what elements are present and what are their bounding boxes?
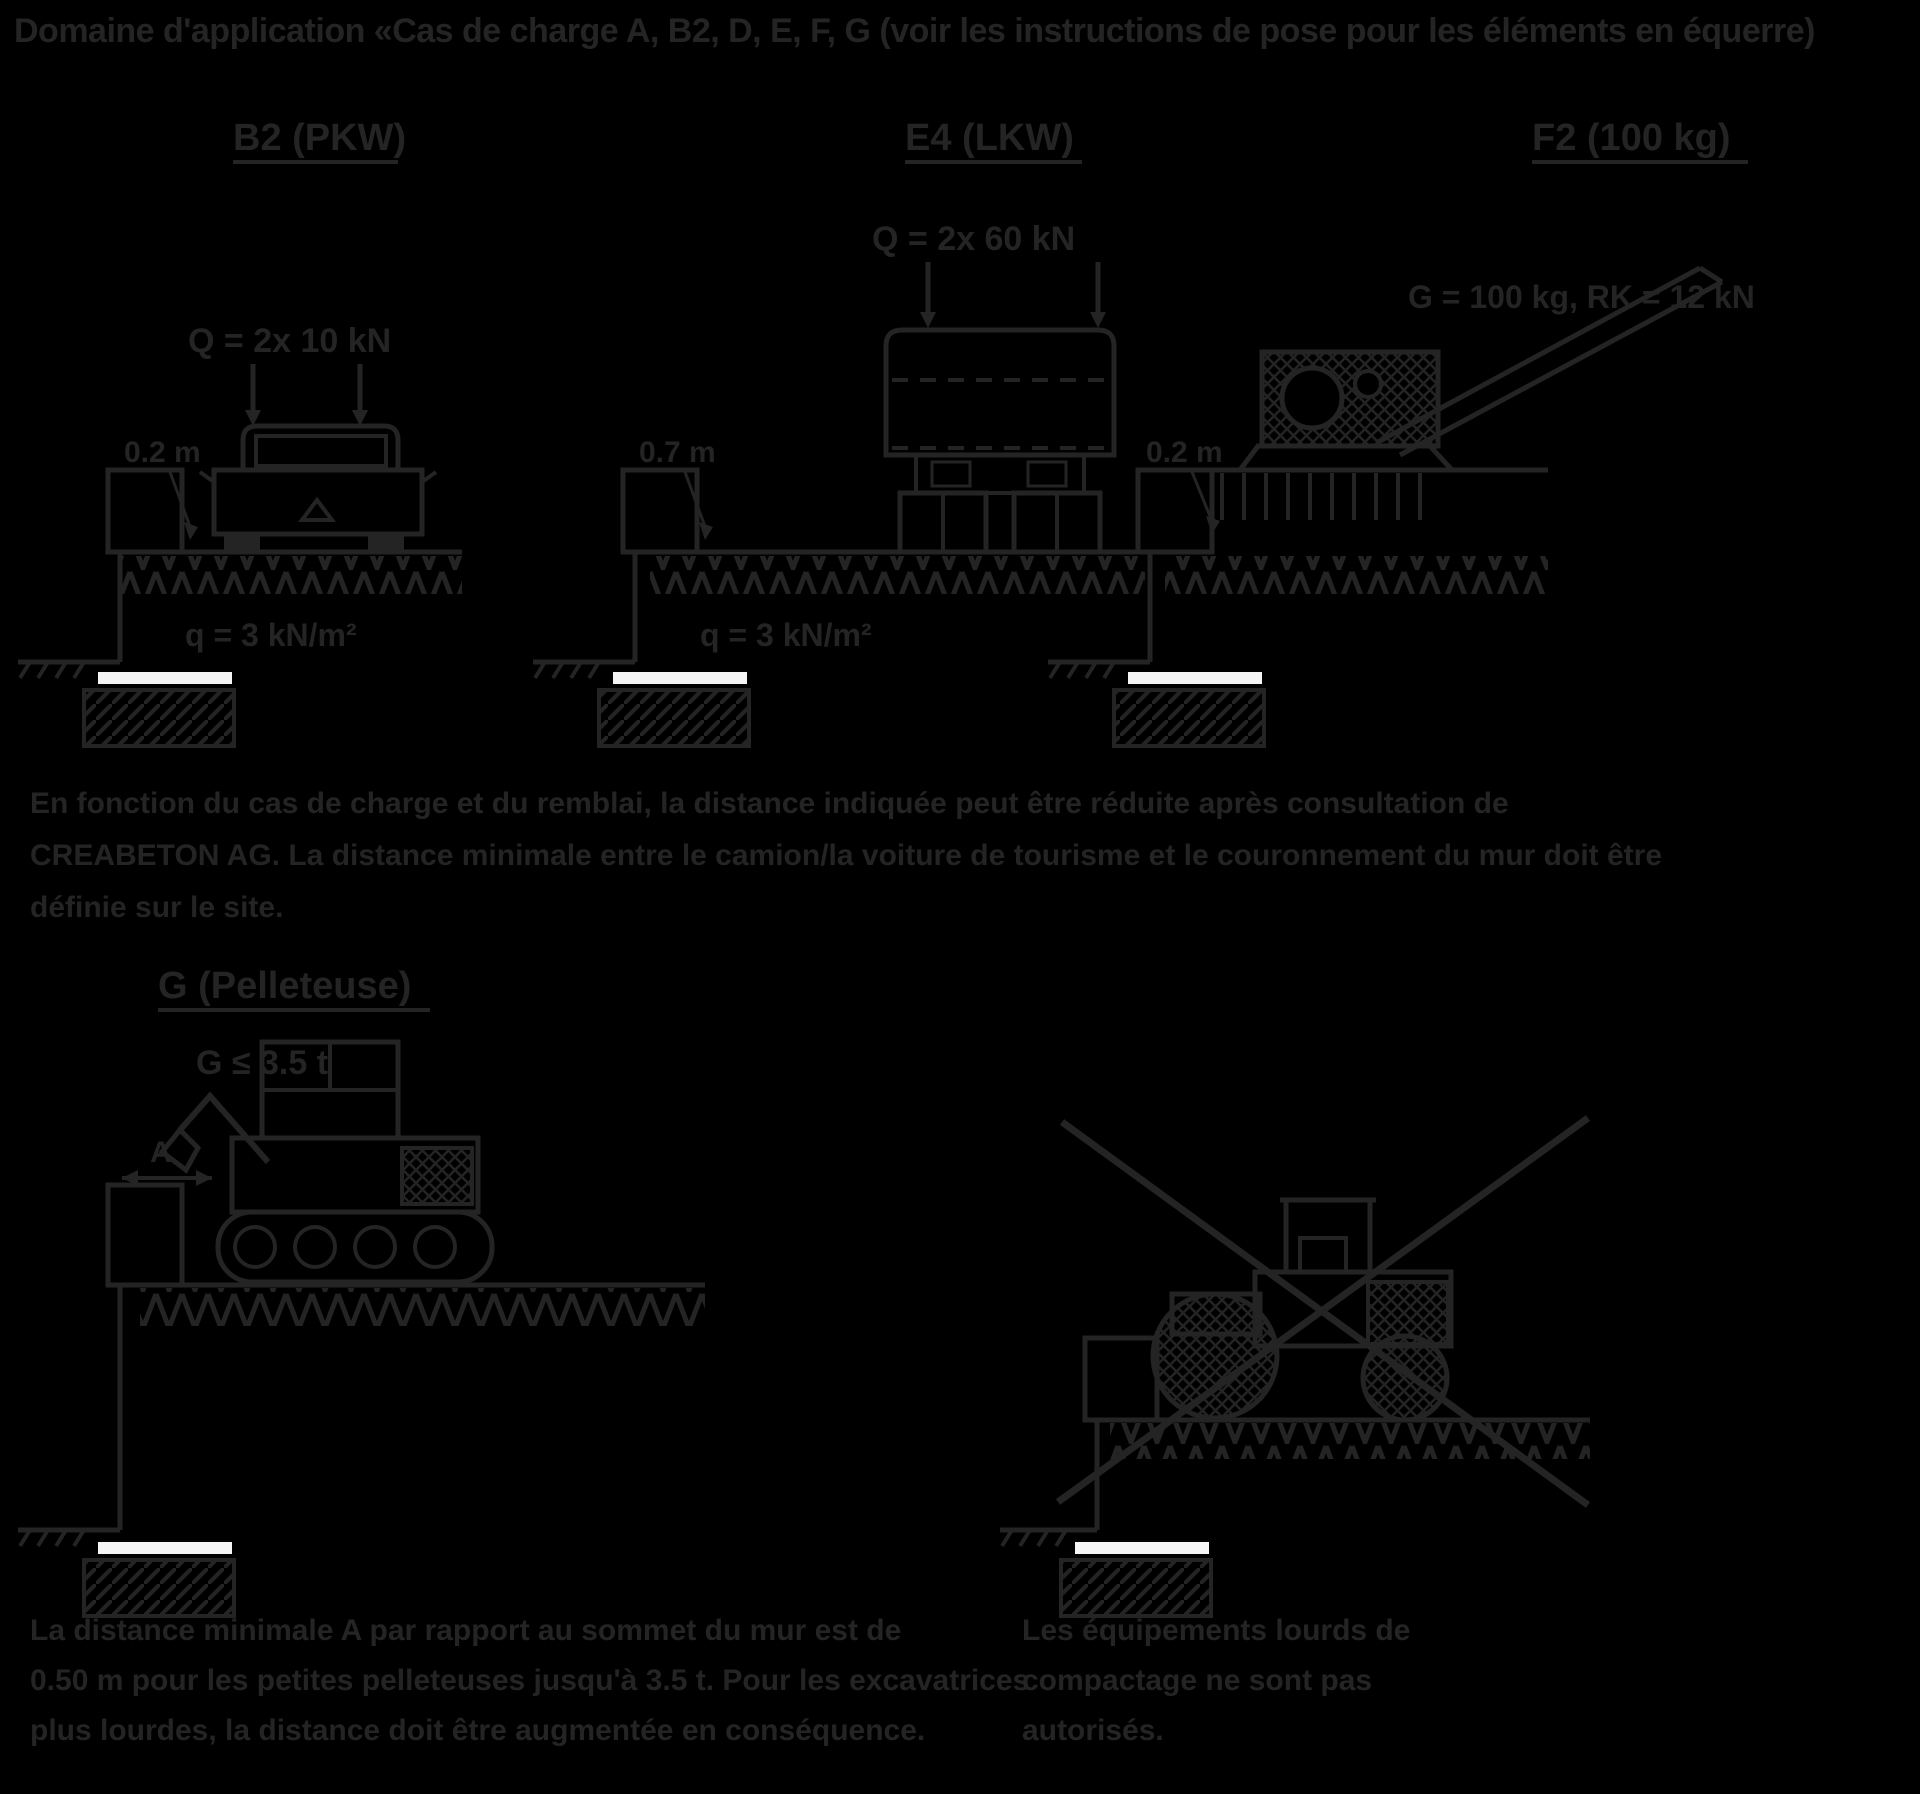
note-line: autorisés. xyxy=(1022,1714,1164,1747)
note-line: 0.50 m pour les petites pelleteuses jusqu'à 3.5 t. Pour les excavatrices xyxy=(30,1664,1030,1697)
diagram-b2-pkw xyxy=(18,117,462,746)
note-line: Les équipements lourds de xyxy=(1022,1614,1411,1647)
ground-hatch xyxy=(140,1288,705,1326)
footing-highlight xyxy=(98,672,232,684)
surcharge-label: q = 3 kN/m² xyxy=(185,617,357,653)
compaction-lines xyxy=(1222,473,1420,520)
note-line: compactage ne sont pas xyxy=(1022,1664,1373,1697)
distance-label: 0.7 m xyxy=(639,436,716,469)
wheel-load-label: Q = 2x 10 kN xyxy=(188,322,392,360)
roller-compactor-icon xyxy=(1153,1200,1451,1420)
note-distance-reduction xyxy=(30,778,1662,934)
note-line: définie sur le site. xyxy=(30,891,284,924)
load-arrow xyxy=(920,262,1106,328)
load-case-label: B2 (PKW) xyxy=(233,117,407,159)
ground-hatch xyxy=(120,556,462,594)
footing-hatch xyxy=(1114,690,1264,746)
compactor-load-label: G = 100 kg, RK = 12 kN xyxy=(1408,279,1755,315)
footing-highlight xyxy=(1128,672,1262,684)
truck-icon xyxy=(886,330,1114,552)
ground-hatch xyxy=(650,556,1145,594)
note-line: CREABETON AG. La distance minimale entre le camion/la voiture de tourisme et le couronnement du mur doit être xyxy=(30,839,1663,872)
load-case-label: E4 (LKW) xyxy=(905,117,1074,159)
load-case-label: F2 (100 kg) xyxy=(1532,117,1731,159)
diagram-e4-lkw xyxy=(533,117,1145,746)
wall-section xyxy=(18,470,462,746)
note-heavy-compaction xyxy=(1022,1606,1410,1756)
ground-hatch xyxy=(1110,1423,1590,1459)
diagram-g-excavator xyxy=(18,965,705,1616)
ground-hatch xyxy=(1165,556,1548,594)
diagram-prohibited-roller xyxy=(1000,1118,1590,1616)
distance-label: 0.2 m xyxy=(1146,436,1223,469)
excavator-weight-label: G ≤ 3.5 t xyxy=(196,1044,329,1082)
wall-section xyxy=(533,470,1145,746)
diagram-f2-compactor xyxy=(1048,117,1755,746)
footing-hatch xyxy=(84,690,234,746)
footing-highlight xyxy=(613,672,747,684)
footing-highlight xyxy=(98,1542,232,1554)
distance-label: A xyxy=(150,1136,172,1169)
load-case-label: G (Pelleteuse) xyxy=(158,965,412,1007)
surcharge-label: q = 3 kN/m² xyxy=(700,617,872,653)
load-arrow xyxy=(245,364,368,426)
wall-section xyxy=(18,1185,705,1616)
page-title: Domaine d'application «Cas de charge A, B2, D, E, F, G (voir les instructions de pose pour les éléments en équerre) xyxy=(14,12,1815,50)
note-line: plus lourdes, la distance doit être augmentée en conséquence. xyxy=(30,1714,926,1747)
note-line: En fonction du cas de charge et du remblai, la distance indiquée peut être réduite après consultation de xyxy=(30,787,1509,820)
wheel-load-label: Q = 2x 60 kN xyxy=(872,220,1076,258)
note-excavator-distance xyxy=(30,1606,1029,1756)
footing-hatch xyxy=(599,690,749,746)
footing-highlight xyxy=(1075,1542,1209,1554)
wall-section xyxy=(1048,470,1548,746)
note-line: La distance minimale A par rapport au sommet du mur est de xyxy=(30,1614,902,1647)
car-icon xyxy=(200,426,436,552)
distance-label: 0.2 m xyxy=(124,436,201,469)
